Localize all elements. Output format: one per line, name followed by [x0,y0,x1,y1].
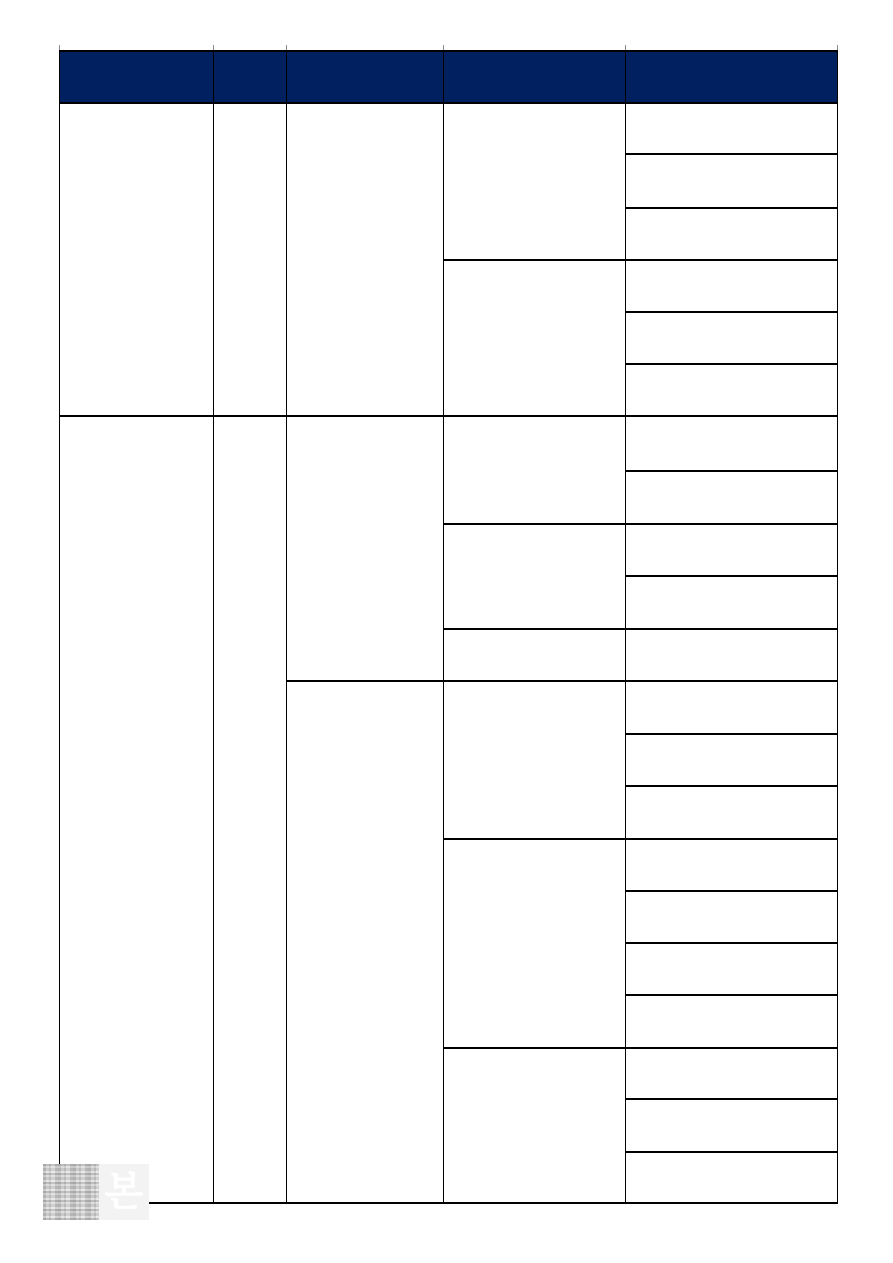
table-cell-c5-r12 [626,682,838,735]
table-cell-c4-group2 [444,261,626,417]
table-cell-c3-group1 [287,104,444,417]
table-cell-c5-r2 [626,155,838,209]
table-cell-c5-r1 [626,104,838,155]
header-cell-3 [287,52,444,104]
watermark [43,1164,149,1220]
table-cell-c5-r7 [626,417,838,472]
table-cell-c5-r19 [626,1049,838,1100]
table-cell-c4-group3 [444,417,626,525]
table-cell-c3-group3 [287,682,444,1204]
table-cell-c5-r5 [626,313,838,365]
table-cell-c4-group1 [444,104,626,261]
empty-table [59,50,838,1204]
table-cell-c4-group7 [444,840,626,1049]
table-cell-c5-r9 [626,525,838,577]
table-cell-c5-r3 [626,209,838,261]
table-cell-c5-r20 [626,1100,838,1153]
table-cell-c5-r10 [626,577,838,630]
table-cell-c2-group1 [214,104,287,417]
table-cell-c5-r16 [626,892,838,944]
table-cell-c1-group1 [60,104,214,417]
table-cell-c5-r11 [626,630,838,682]
table-cell-c5-r18 [626,996,838,1049]
header-cell-5 [626,52,838,104]
table-cell-c4-group6 [444,682,626,840]
table-cell-c5-r8 [626,472,838,525]
table-cell-c5-r15 [626,840,838,892]
watermark-stamp-character: 본 [99,1164,149,1220]
table-cell-c4-group4 [444,525,626,630]
table-cell-c3-group2 [287,417,444,682]
table-cell-c5-r17 [626,944,838,996]
table-cell-c5-r21 [626,1153,838,1204]
table-cell-c5-r13 [626,735,838,787]
table-cell-c2-group2 [214,417,287,1204]
header-cell-2 [214,52,287,104]
header-cell-1 [60,52,214,104]
header-cell-4 [444,52,626,104]
table-cell-c5-r14 [626,787,838,840]
table-cell-c1-group2 [60,417,214,1204]
table-cell-c4-group5 [444,630,626,682]
watermark-pixelated-block [43,1164,99,1220]
table-cell-c4-group8 [444,1049,626,1204]
table-cell-c5-r4 [626,261,838,313]
table-cell-c5-r6 [626,365,838,417]
